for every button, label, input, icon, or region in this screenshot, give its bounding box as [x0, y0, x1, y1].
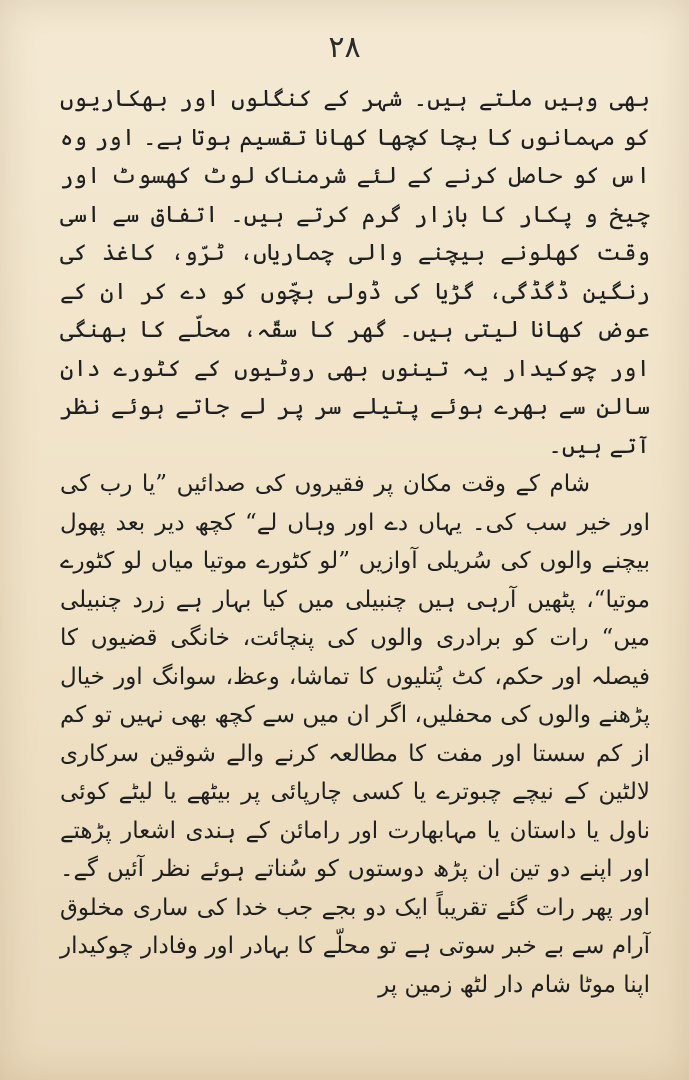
page-number: ۲۸ [328, 30, 361, 65]
paragraph-2: شام کے وقت مکان پر فقیروں کی صدائیں ”یا رب کی اور خیر سب کی۔ یہاں دے اور وہاں لے“ کچھ دیر بعد پھول بیچنے والوں کی سُریلی آوازیں ”لو کٹورے موتیا میاں لو کٹورے موتیا“، پٹھیں آرہی ہیں چنبیلی میں کیا بہار ہے زرد چنبیلی میں“ رات کو برادری والوں کی پنچائت، خانگی قضیوں کا فیصلہ اور حکم، کٹ پُتلیوں کا تماشا، وعظ، سوانگ اور خیال پڑھنے والوں کی محفلیں، اگر ان میں سے کچھ بھی نہیں تو کم از کم سستا اور مفت کا مطالعہ کرنے والے شوقین سرکاری لالٹین کے نیچے چبوترے یا کسی چارپائی پر بیٹھے یا لیٹے کوئی ناول یا داستان یا مہابھارت اور رامائن کے ہندی اشعار پڑھتے اور اپنے دو تین ان پڑھ دوستوں کو سُناتے ہوئے نظر آئیں گے۔ اور پھر رات گئے تقریباً ایک دو بجے جب خدا کی ساری مخلوق آرام سے بے خبر سوتی ہے تو محلّے کا بہادر اور وفادار چوکیدار اپنا موٹا شام دار لٹھ زمین پر [60, 471, 650, 998]
body-text [60, 80, 650, 1004]
paragraph-1: بھی وہیں ملتے ہیں۔ شہر کے کنگلوں اور بھکاریوں کو مہمانوں کا بچا کچھا کھانا تقسیم ہوتا ہے۔ اور وہ اس کو حاصل کرنے کے لئے شرمناک لوٹ کھسوٹ اور چیخ و پکار کا بازار گرم کرتے ہیں۔ اتفاق سے اسی وقت کھلونے بیچنے والی چماریاں، ٹرّو، کاغذ کی رنگین ڈگڈگی، گڑیا کی ڈولی بچّوں کو دے کر ان کے عوض کھانا لیتی ہیں۔ گھر کا سقّہ، محلّے کا بھنگی اور چوکیدار یہ تینوں بھی روٹیوں کے کٹورے دان سالن سے بھرے ہوئے پتیلے سر پر لے جاتے ہوئے نظر آتے ہیں۔ [60, 86, 650, 459]
